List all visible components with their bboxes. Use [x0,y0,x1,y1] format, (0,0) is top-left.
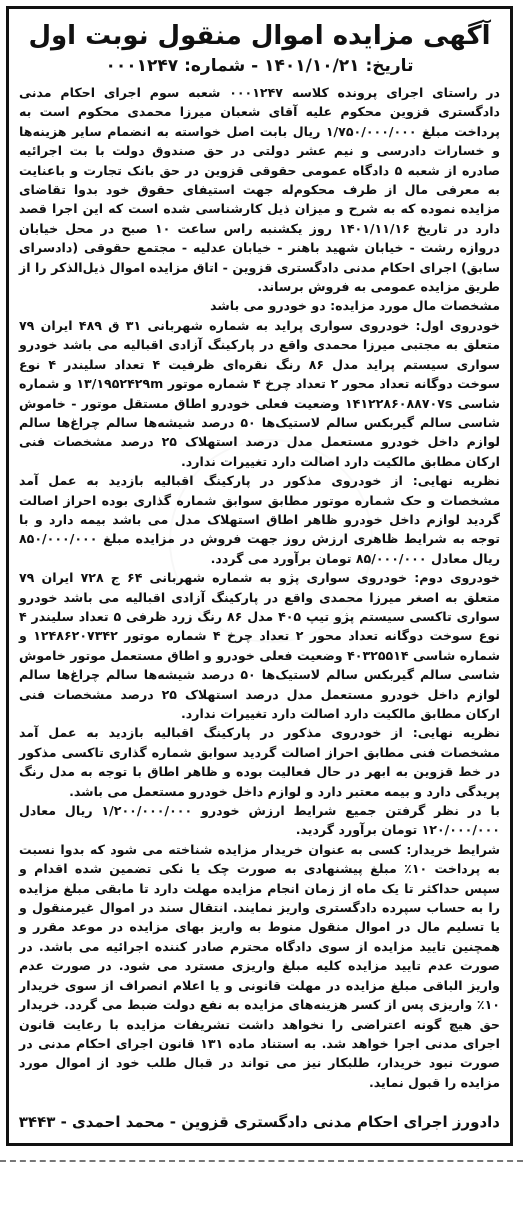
specs-text: دو خودرو می باشد [210,298,326,314]
notice-dateline: تاریخ: ۱۴۰۱/۱۰/۲۱ - شماره: ۰۰۰۱۲۴۷ [105,56,414,76]
terms-heading: شرایط خریدار: [406,841,501,857]
opinion1-paragraph [19,471,500,568]
opinion2-heading: نظریه نهایی: [412,725,501,741]
car2-heading: خودروی دوم: [414,570,500,586]
opinion2-text: از خودروی مذکور در پارکینگ اقبالیه بازدید به عمل آمد مشخصات فنی مطابق احراز اصالت گردید سوابق شماره گذاری تاکسی مذکور در خط قزوین به ابهر در حال فعالیت بوده و ظاهر اطاق با توجه به مدل رنگ پریدگی دارد و بیمه معتبر دارد و لوازم داخل خودرو مستعمل می باشد. [19,725,500,799]
car1-text: خودروی سواری پراید به شماره شهربانی ۳۱ ق ۴۸۹ ایران ۷۹ متعلق به مجتبی میرزا محمدی واقع در پارکینگ آزادی اقبالیه می باشد خودرو سواری سیستم پراید مدل ۸۶ رنگ نقره‌ای ظرفیت ۴ تعداد سلیندر ۴ نوع سوخت دوگانه تعداد محور ۲ تعداد چرخ ۴ شماره موتور ۱۳/۱۹۵۲۴۲۹m و شماره شاسی ۱۴۱۲۲۸۶۰۸۸۷۰۷s وضعیت فعلی خودرو اطاق مستقل موتور - خاموش شاسی سالم گیربکس سالم لاستیک‌ها ۵۰ درصد شیشه‌ها سالم چراغ‌ها سالم لوازم داخل خودرو مستعمل مدل درصد استهلاک ۲۵ درصد مشخصات فنی ارکان مطابق مالکیت دارد اصالت دارد تغییرات ندارد. [19,317,501,469]
notice-body [19,13,500,1092]
intro-paragraph: در راستای اجرای پرونده کلاسه ۰۰۰۱۲۴۷ شعبه سوم اجرای احکام مدنی دادگستری قزوین محکوم علیه آقای شعبان میرزا محمدی محکوم است به پرداخت مبلغ ۱/۷۵۰/۰۰۰/۰۰۰ ریال بابت اصل خواسته به انضمام سایر هزینه‌ها و خسارات دادرسی و نیم عشر دولتی در حق صندوق دولت با بت اجرائیه صادره از شعبه ۵ دادگاه عمومی حقوقی قزوین در حق بانک تجارت و باعنایت به معرفی مال از طرف محکوم‌له جهت استیفای حقوق خود بدوا تقاضای مزایده نموده که به شرح و میزان ذیل کارشناسی شده است که این اجرا قصد دارد در تاریخ ۱۴۰۱/۱۱/۱۶ روز یکشنبه راس ساعت ۱۰ صبح در محل خیابان دروازه رشت - خیابان شهید باهنر - خیابان عدلیه - مجتمع حقوقی (دادسرای سابق) اجرای احکام مدنی دادگستری قزوین - اتاق مزایده اموال ذیل‌الذکر را از طریق مزایده عمومی به فروش برساند. [19,85,501,295]
opinion2-paragraph [19,723,500,801]
specs-heading: مشخصات مال مورد مزایده: [330,298,500,314]
car1-paragraph [19,316,500,471]
car2-text: خودروی سواری پژو به شماره شهربانی ۶۴ ج ۷۲۸ ایران ۷۹ متعلق به اصغر میرزا محمدی واقع در پارکینگ آزادی اقبالیه می باشد خودرو سواری تاکسی سیستم پژو تیپ ۴۰۵ مدل ۸۶ رنگ زرد ظرفی ۵ تعداد سلیندر ۴ نوع سوخت دوگانه تعداد محور ۲ تعداد چرخ ۴ شماره موتور ۱۲۴۸۶۲۰۷۳۴۲ و شماره شاسی ۴۰۳۲۵۵۱۴ وضعیت فعلی خودرو و اطاق مستعمل موتور خاموش شاسی سالم گیربکس سالم لاستیک‌ها ۵۰ درصد شیشه‌ها سالم چراغ‌ها سالم لوازم داخل خودرو مستعمل مدل درصد استهلاک ۲۵ درصد مشخصات فنی ارکان مطابق مالکیت دارد اصالت دارد تغییرات ندارد. [19,570,500,721]
signature-line: دادورز اجرای احکام مدنی دادگستری قزوین - محمد احمدی - ۳۴۴۳ [18,1113,500,1131]
terms-text: کسی به عنوان خریدار مزایده شناخته می شود که بدوا نسبت به پرداخت ۱۰٪ مبلغ پیشنهادی به صورت چک یا نکی تضمین شده اقدام و سپس حداکثر تا یک ماه از زمان انجام مزایده مهلت دارد تا مابقی مبلغ مزایده را به حساب سپرده دادگستری واریز نمایند. انتقال سند در اموال غیرمنقول و یا تسلیم مال در اموال منقول منوط به واریز بهای مزایده در موعد مقرر و همچنین تایید مزایده از سوی دادگاه محترم صادر کننده اجرائیه می باشد. در صورت عدم تایید مزایده کلیه مبلغ واریزی مسترد می شود. در صورت عدم واریز الباقی مبلغ مزایده در مهلت قانونی و یا اعلام انصراف از سوی خریدار ۱۰٪ واریزی پس از کسر هزینه‌های مزایده به نفع دولت ضبط می گردد. خریدار حق هیچ گونه اعتراضی را نخواهد داشت تشریفات مزایده با رعایت قانون اجرای مدنی اجرا خواهد شد. به استناد ماده ۱۳۱ قانون اجرای احکام مدنی در صورت نبود خریدار، طلبکار نیز می تواند در قبال طلب خود از اموال مورد مزایده را قبول نماید. [19,841,500,1090]
opinion1-heading: نظریه نهایی: [412,473,501,489]
specs-paragraph [19,296,500,315]
notice-title: آگهی مزایده اموال منقول نوبت اول [28,21,491,51]
total-value-paragraph: با در نظر گرفتن جمیع شرایط ارزش خودرو ۱/۲۰۰/۰۰۰/۰۰۰ ریال معادل ۱۲۰/۰۰۰/۰۰۰ تومان برآورد گردید. [19,803,500,838]
car2-paragraph [19,568,500,723]
terms-paragraph [19,840,500,1092]
car1-heading: خودروی اول: [415,317,500,333]
cut-line [0,1160,523,1162]
notice-frame [6,6,513,1146]
opinion1-text: از خودروی مذکور در پارکینگ اقبالیه بازدید به عمل آمد مشخصات و حک شماره موتور مطابق سوابق شماره گذاری بوده احراز اصالت گردید لوازم داخل خودرو ظاهر اطاق استهلاک مدل می باشد بیمه دارد و با توجه به شرایط ظاهری ارزش روز جهت فروش در مزایده مبلغ ۸۵۰/۰۰۰/۰۰۰ ریال معادل ۸۵/۰۰۰/۰۰۰ تومان برآورد می گردد. [19,473,500,566]
